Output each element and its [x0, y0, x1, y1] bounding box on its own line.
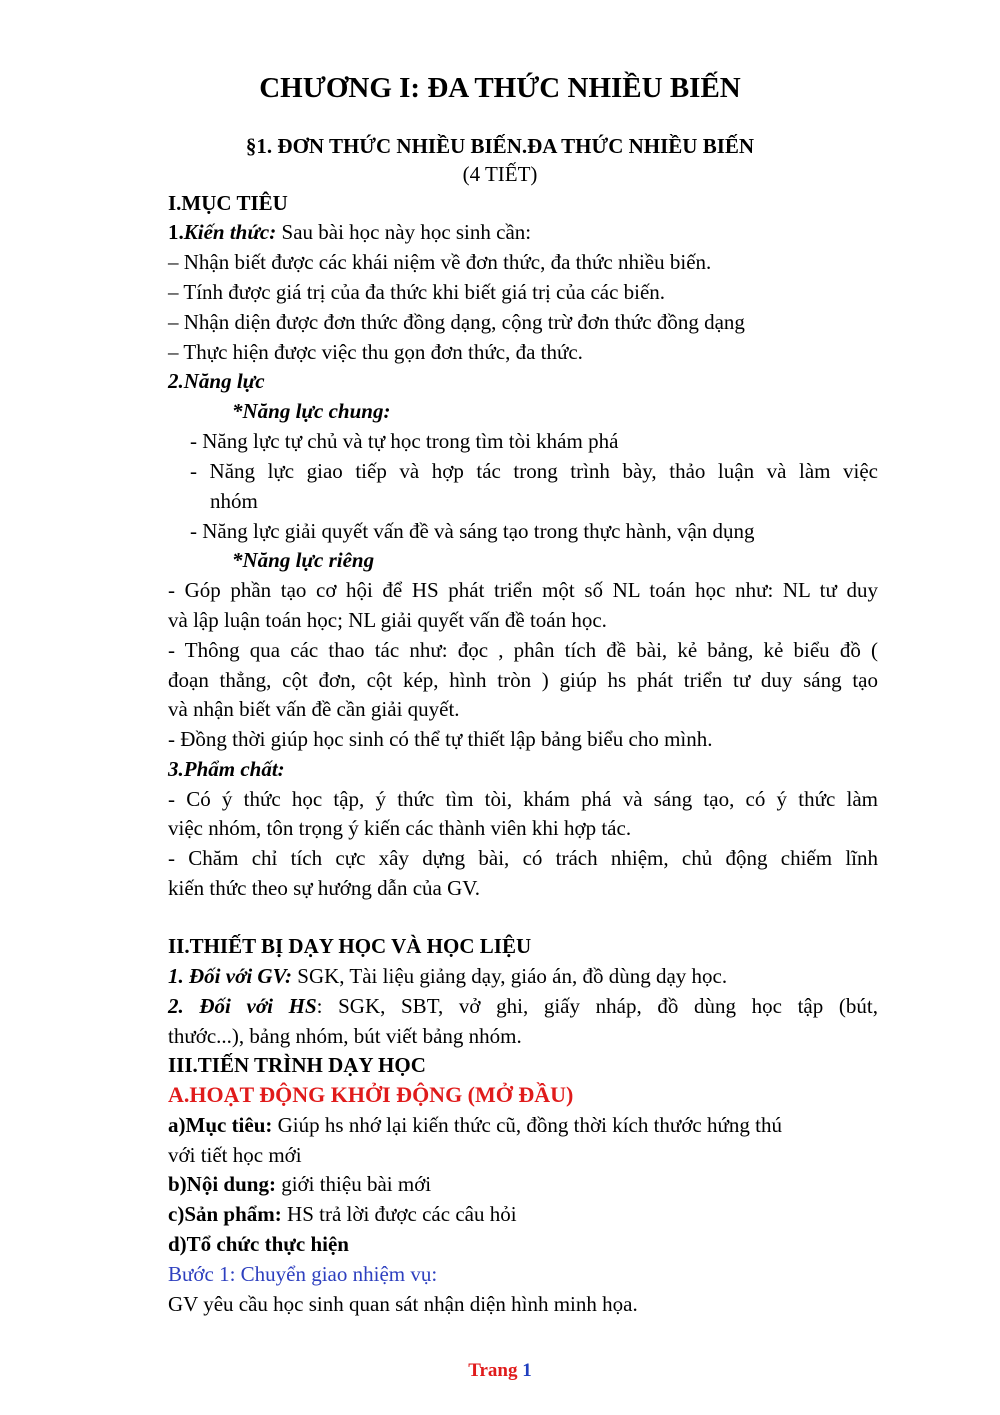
- specific-competence-line: - Góp phần tạo cơ hội để HS phát triển một số NL toán học như: NL tư duy: [168, 578, 878, 602]
- quality-line: việc nhóm, tôn trọng ý kiến các thành viên khi hợp tác.: [168, 816, 632, 840]
- page-label: Trang: [468, 1360, 518, 1381]
- content-label: b)Nội dung:: [168, 1172, 276, 1196]
- general-competence-item: - Năng lực giải quyết vấn đề và sáng tạo trong thực hành, vận dụng: [190, 519, 755, 543]
- section-heading-process: III.TIẾN TRÌNH DẠY HỌC: [168, 1053, 426, 1077]
- content-line: [168, 1171, 431, 1197]
- teacher-equipment-line: [168, 963, 727, 989]
- specific-competence-line: - Thông qua các thao tác như: đọc , phân tích đề bài, kẻ bảng, kẻ biểu đồ (: [168, 638, 878, 662]
- specific-competence-line: và nhận biết vấn đề cần giải quyết.: [168, 697, 460, 721]
- general-competence-heading: *Năng lực chung:: [232, 399, 391, 423]
- content-text: giới thiệu bài mới: [275, 1172, 432, 1196]
- page-number: 1: [522, 1360, 532, 1381]
- quality-line: - Có ý thức học tập, ý thức tìm tòi, khám phá và sáng tạo, có ý thức làm: [168, 787, 878, 811]
- knowledge-item: – Nhận biết được các khái niệm về đơn thức, đa thức nhiều biến.: [168, 250, 712, 274]
- student-equipment-line: [168, 993, 878, 1019]
- goal-text: Giúp hs nhớ lại kiến thức cũ, đồng thời kích thước hứng thú: [272, 1113, 782, 1137]
- general-competence-item: nhóm: [210, 489, 258, 513]
- quality-line: kiến thức theo sự hướng dẫn của GV.: [168, 876, 480, 900]
- lesson-title: §1. ĐƠN THỨC NHIỀU BIẾN.ĐA THỨC NHIỀU BIẾN: [245, 134, 755, 158]
- product-label: c)Sản phẩm:: [168, 1202, 282, 1226]
- general-competence-item: - Năng lực tự chủ và tự học trong tìm tòi khám phá: [190, 429, 619, 453]
- knowledge-intro: Sau bài học này học sinh cần:: [276, 220, 532, 244]
- step-1-text: GV yêu cầu học sinh quan sát nhận diện hình minh họa.: [168, 1292, 638, 1316]
- product-line: [168, 1201, 517, 1227]
- quality-line: - Chăm chỉ tích cực xây dựng bài, có trách nhiệm, chủ động chiếm lĩnh: [168, 846, 878, 870]
- teacher-equipment-text: SGK, Tài liệu giảng dạy, giáo án, đồ dùng dạy học.: [292, 964, 728, 988]
- goal-line: với tiết học mới: [168, 1143, 302, 1167]
- section-heading-equipment: II.THIẾT BỊ DẠY HỌC VÀ HỌC LIỆU: [168, 934, 532, 958]
- step-1-heading: Bước 1: Chuyển giao nhiệm vụ:: [168, 1262, 438, 1286]
- knowledge-item: – Nhận diện được đơn thức đồng dạng, cộng trừ đơn thức đồng dạng: [168, 310, 745, 334]
- student-equipment-text: : SGK, SBT, vở ghi, giấy nháp, đồ dùng học tập (bút,: [316, 994, 878, 1018]
- activity-heading: A.HOẠT ĐỘNG KHỞI ĐỘNG (MỞ ĐẦU): [168, 1082, 574, 1107]
- section-heading-objectives: I.MỤC TIÊU: [168, 191, 288, 215]
- chapter-title: CHƯƠNG I: ĐA THỨC NHIỀU BIẾN: [259, 72, 741, 104]
- knowledge-label: Kiến thức:: [183, 220, 277, 244]
- teacher-equipment-label: 1. Đối với GV:: [168, 964, 293, 988]
- organization-label: d)Tổ chức thực hiện: [168, 1232, 349, 1256]
- general-competence-item: - Năng lực giao tiếp và hợp tác trong trình bày, thảo luận và làm việc: [190, 459, 878, 483]
- specific-competence-line: - Đồng thời giúp học sinh có thể tự thiết lập bảng biểu cho mình.: [168, 727, 713, 751]
- goal-label: a)Mục tiêu:: [168, 1113, 273, 1137]
- student-equipment-label: 2. Đối với HS: [168, 994, 317, 1018]
- knowledge-line: [168, 219, 531, 245]
- specific-competence-line: và lập luận toán học; NL giải quyết vấn đề toán học.: [168, 608, 607, 632]
- competence-heading: 2.Năng lực: [168, 369, 265, 393]
- product-text: HS trả lời được các câu hỏi: [281, 1202, 517, 1226]
- student-equipment-line: thước...), bảng nhóm, bút viết bảng nhóm.: [168, 1024, 522, 1048]
- specific-competence-heading: *Năng lực riêng: [232, 548, 375, 572]
- quality-heading: 3.Phẩm chất:: [168, 757, 285, 781]
- goal-line: [168, 1112, 782, 1138]
- page-footer: [0, 1360, 1000, 1382]
- knowledge-item: – Thực hiện được việc thu gọn đơn thức, đa thức.: [168, 340, 583, 364]
- knowledge-num: 1.: [168, 220, 184, 244]
- specific-competence-line: đoạn thẳng, cột đơn, cột kép, hình tròn ) giúp hs phát triển tư duy sáng tạo: [168, 668, 878, 692]
- lesson-duration: (4 TIẾT): [462, 162, 538, 186]
- knowledge-item: – Tính được giá trị của đa thức khi biết giá trị của các biến.: [168, 280, 666, 304]
